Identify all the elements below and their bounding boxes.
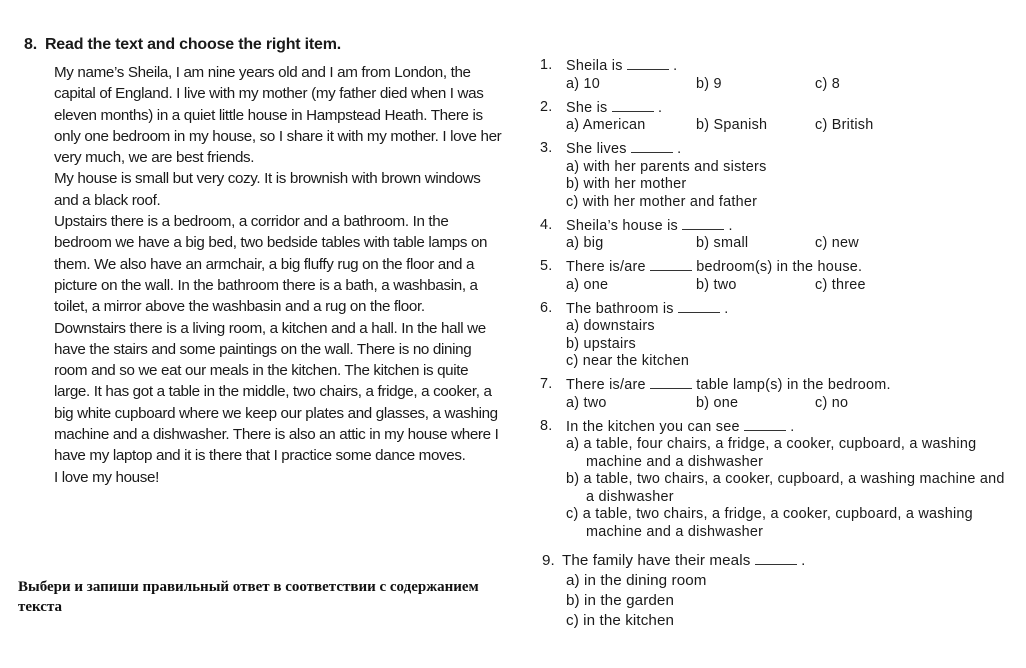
answer-option[interactable]: c) in the kitchen [566, 612, 675, 629]
question-text: The bathroom is [566, 300, 674, 317]
question-number: 9. [542, 552, 555, 569]
question-text-end: . [658, 99, 663, 116]
question-stem [540, 418, 1010, 437]
answer-option[interactable]: c) with her mother and father [566, 193, 758, 210]
answer-option[interactable]: c) 8 [815, 75, 840, 92]
answer-option[interactable]: b) upstairs [566, 335, 636, 352]
passage-paragraph: Upstairs there is a bedroom, a corridor and a bathroom. In the bedroom we have a big bed, two bedside tables with table lamps on them. We also have an armchair, a big fluffy rug on the floor and a picture on the wall. In the bathroom there is a bath, a washbasin, a toilet, a mirror above the washbasin and a rug on the floor. [54, 213, 488, 316]
options-list [540, 76, 1010, 94]
answer-option[interactable]: a) 10 [566, 75, 601, 92]
question-8 [540, 418, 1010, 542]
question-text: She is [566, 99, 608, 116]
answer-option[interactable]: a) with her parents and sisters [566, 158, 767, 175]
answer-option[interactable]: c) a table, two chairs, a fridge, a cooker, cupboard, a washing machine and a dishwasher [566, 506, 973, 540]
answer-blank[interactable] [612, 99, 654, 112]
task-instruction: Выбери и запиши правильный ответ в соответствии с содержанием текста [18, 579, 479, 615]
answer-blank[interactable] [631, 140, 673, 153]
answer-blank[interactable] [678, 300, 720, 313]
question-6 [540, 300, 1010, 371]
answer-blank[interactable] [755, 552, 797, 565]
answer-option[interactable]: c) near the kitchen [566, 353, 690, 369]
question-text-end: . [673, 58, 678, 74]
question-text-end: . [790, 418, 795, 435]
answer-option[interactable]: a) one [566, 276, 609, 293]
options-list [540, 436, 1010, 541]
question-number: 4. [540, 216, 553, 233]
question-text-end: . [677, 141, 682, 157]
answer-option[interactable]: a) a table, four chairs, a fridge, a cooker, cupboard, a washing machine and a dishwasher [566, 436, 977, 470]
question-number: 5. [540, 258, 553, 274]
question-stem [540, 217, 1010, 236]
question-text-end: bedroom(s) in the house. [696, 259, 863, 275]
options-list [540, 235, 1010, 253]
question-1 [540, 57, 1010, 93]
question-stem [542, 551, 982, 571]
answer-blank[interactable] [627, 57, 669, 70]
question-stem [540, 99, 1010, 118]
question-text: Sheila’s house is [566, 217, 678, 234]
question-text: There is/are [566, 259, 646, 275]
options-list [540, 318, 1010, 371]
answer-option[interactable]: b) 9 [696, 75, 722, 92]
answer-blank[interactable] [744, 418, 786, 431]
answer-option[interactable]: b) in the garden [566, 592, 674, 609]
answer-option[interactable]: a) in the dining room [566, 572, 707, 589]
question-9 [542, 551, 982, 631]
options-list [540, 117, 1010, 135]
answer-option[interactable]: a) American [566, 117, 646, 133]
question-text: There is/are [566, 377, 646, 393]
options-list [540, 277, 1010, 295]
question-list [540, 57, 1010, 547]
answer-option[interactable]: b) Spanish [696, 117, 768, 133]
question-3 [540, 140, 1010, 211]
answer-blank[interactable] [650, 258, 692, 271]
reading-passage [54, 62, 504, 488]
question-stem [540, 57, 1010, 76]
answer-option[interactable]: a) downstairs [566, 318, 655, 334]
exercise-title: Read the text and choose the right item. [44, 36, 342, 53]
answer-option[interactable]: c) new [815, 235, 859, 251]
question-stem [540, 300, 1010, 319]
answer-blank[interactable] [650, 376, 692, 389]
passage-paragraph: Downstairs there is a living room, a kitchen and a hall. In the hall we have the stairs and some paintings on the wall. There is no dining room and so we eat our meals in the kitchen. The kitchen is quite large. It has got a table in the middle, two chairs, a fridge, a cooker, a big white cupboard where we keep our plates and glasses, a washing machine and a dishwasher. There is also an attic in my house where I have my laptop and it is there that I practice some dance moves. [54, 319, 499, 465]
question-7 [540, 376, 1010, 412]
question-4 [540, 217, 1010, 253]
question-2 [540, 99, 1010, 135]
answer-option[interactable]: b) two [696, 276, 737, 293]
answer-option[interactable]: c) no [815, 394, 849, 411]
question-number: 8. [540, 417, 553, 434]
answer-option[interactable]: a) two [566, 394, 607, 411]
question-stem [540, 140, 1010, 159]
question-stem [540, 376, 1010, 395]
passage-paragraph: My house is small but very cozy. It is brownish with brown windows and a black roof. [54, 170, 481, 209]
answer-option[interactable]: a) big [566, 235, 604, 251]
question-text: The family have their meals [562, 552, 751, 569]
question-text-end: . [728, 217, 733, 234]
options-list [540, 159, 1010, 212]
question-number: 3. [540, 140, 553, 156]
options-list [540, 395, 1010, 413]
answer-option[interactable]: c) three [815, 276, 866, 293]
answer-option[interactable]: b) small [696, 235, 749, 251]
question-text-end: . [724, 300, 729, 317]
question-number: 7. [540, 376, 553, 392]
question-text-end: table lamp(s) in the bedroom. [696, 377, 891, 393]
question-number: 1. [540, 57, 553, 73]
question-text: In the kitchen you can see [566, 418, 740, 435]
question-text-end: . [801, 552, 806, 569]
question-number: 2. [540, 98, 553, 115]
answer-option[interactable]: b) a table, two chairs, a cooker, cupboard, a washing machine and a dishwasher [566, 471, 1005, 505]
answer-option[interactable]: c) British [815, 117, 874, 133]
question-text: Sheila is [566, 58, 623, 74]
question-text: She lives [566, 141, 627, 157]
question-stem [540, 258, 1010, 277]
answer-option[interactable]: b) with her mother [566, 176, 687, 192]
passage-paragraph: I love my house! [54, 468, 159, 486]
question-5 [540, 258, 1010, 294]
answer-blank[interactable] [682, 217, 724, 230]
exercise-heading [24, 36, 341, 54]
options-list [542, 571, 982, 631]
exercise-number: 8. [24, 36, 37, 53]
answer-option[interactable]: b) one [696, 394, 739, 411]
question-number: 6. [540, 299, 553, 316]
passage-paragraph: My name’s Sheila, I am nine years old and I am from London, the capital of England. I live with my mother (my father died when I was eleven months) in a quiet little house in Hampstead Heath. There is only one bedroom in my house, so I share it with my mother. I love her very much, we are best friends. [54, 64, 502, 167]
